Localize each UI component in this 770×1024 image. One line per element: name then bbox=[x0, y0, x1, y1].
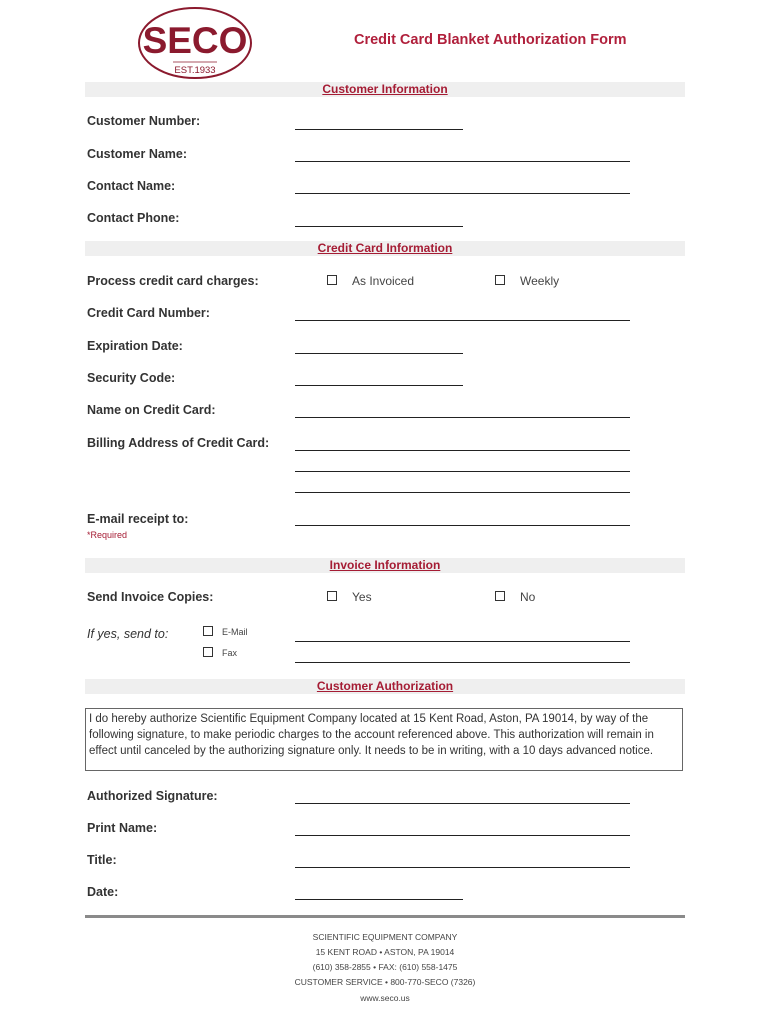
contact-name-field[interactable] bbox=[295, 193, 630, 194]
as-invoiced-checkbox[interactable] bbox=[327, 275, 337, 285]
invoice-fax-checkbox[interactable] bbox=[203, 647, 213, 657]
billing-address-field-1[interactable] bbox=[295, 450, 630, 451]
title-label: Title: bbox=[87, 853, 117, 867]
section-title-customer-info: Customer Information bbox=[322, 82, 448, 96]
customer-name-label: Customer Name: bbox=[87, 147, 188, 161]
customer-name-field[interactable] bbox=[295, 161, 630, 162]
invoice-yes-label: Yes bbox=[352, 590, 372, 604]
weekly-checkbox[interactable] bbox=[495, 275, 505, 285]
process-charges-label: Process credit card charges: bbox=[87, 274, 259, 288]
customer-number-label: Customer Number: bbox=[87, 114, 201, 128]
email-receipt-label: E-mail receipt to: bbox=[87, 512, 189, 526]
form-title: Credit Card Blanket Authorization Form bbox=[354, 32, 627, 48]
email-receipt-field[interactable] bbox=[295, 525, 630, 526]
section-title-customer-auth: Customer Authorization bbox=[316, 679, 454, 693]
customer-number-field[interactable] bbox=[295, 129, 463, 130]
footer-divider bbox=[85, 915, 685, 918]
name-on-card-field[interactable] bbox=[295, 417, 630, 418]
if-yes-send-to-label: If yes, send to: bbox=[87, 627, 169, 641]
authorized-signature-field[interactable] bbox=[295, 803, 630, 804]
footer-address: 15 KENT ROAD • ASTON, PA 19014 bbox=[315, 947, 455, 957]
invoice-no-label: No bbox=[520, 590, 536, 604]
invoice-email-label: E-Mail bbox=[222, 627, 248, 637]
print-name-label: Print Name: bbox=[87, 821, 158, 835]
invoice-yes-checkbox[interactable] bbox=[327, 591, 337, 601]
print-name-field[interactable] bbox=[295, 835, 630, 836]
contact-phone-label: Contact Phone: bbox=[87, 211, 180, 225]
as-invoiced-label: As Invoiced bbox=[352, 274, 415, 288]
invoice-email-field[interactable] bbox=[295, 641, 630, 642]
footer-customer-service: CUSTOMER SERVICE • 800-770-SECO (7326) bbox=[294, 977, 476, 987]
logo-text: SECO bbox=[142, 20, 248, 61]
security-code-label: Security Code: bbox=[87, 371, 176, 385]
footer-website[interactable]: www.seco.us bbox=[360, 993, 410, 1003]
billing-address-field-2[interactable] bbox=[295, 471, 630, 472]
invoice-no-checkbox[interactable] bbox=[495, 591, 505, 601]
invoice-fax-field[interactable] bbox=[295, 662, 630, 663]
footer-company: SCIENTIFIC EQUIPMENT COMPANY bbox=[312, 932, 458, 942]
authorized-signature-label: Authorized Signature: bbox=[87, 789, 218, 803]
expiration-date-field[interactable] bbox=[295, 353, 463, 354]
invoice-email-checkbox[interactable] bbox=[203, 626, 213, 636]
section-band-customer-info bbox=[85, 82, 685, 97]
credit-card-number-field[interactable] bbox=[295, 320, 630, 321]
expiration-date-label: Expiration Date: bbox=[87, 339, 183, 353]
weekly-label: Weekly bbox=[520, 274, 560, 288]
required-note: *Required bbox=[87, 530, 128, 540]
invoice-fax-label: Fax bbox=[222, 648, 238, 658]
section-band-invoice-info bbox=[85, 558, 685, 573]
title-field[interactable] bbox=[295, 867, 630, 868]
section-title-credit-card-info: Credit Card Information bbox=[317, 241, 453, 255]
section-band-credit-card-info bbox=[85, 241, 685, 256]
billing-address-field-3[interactable] bbox=[295, 492, 630, 493]
contact-name-label: Contact Name: bbox=[87, 179, 176, 193]
section-band-customer-auth bbox=[85, 679, 685, 694]
send-invoice-copies-label: Send Invoice Copies: bbox=[87, 590, 214, 604]
seco-logo bbox=[137, 6, 253, 80]
section-title-invoice-info: Invoice Information bbox=[329, 558, 441, 572]
security-code-field[interactable] bbox=[295, 385, 463, 386]
date-field[interactable] bbox=[295, 899, 463, 900]
billing-address-label: Billing Address of Credit Card: bbox=[87, 436, 270, 450]
authorization-text: I do hereby authorize Scientific Equipment Company located at 15 Kent Road, Aston, PA 19014, by way of the following signature, to make periodic charges to the account referenced above. This authorization will remain in effect until canceled by the authorizing signature only. It needs to be in writing, with a 10 days advanced notice. bbox=[85, 708, 683, 771]
name-on-card-label: Name on Credit Card: bbox=[87, 403, 216, 417]
date-label: Date: bbox=[87, 885, 119, 899]
footer-phone-fax: (610) 358-2855 • FAX: (610) 558-1475 bbox=[312, 962, 458, 972]
contact-phone-field[interactable] bbox=[295, 226, 463, 227]
logo-est: EST.1933 bbox=[174, 65, 216, 76]
credit-card-number-label: Credit Card Number: bbox=[87, 306, 210, 320]
